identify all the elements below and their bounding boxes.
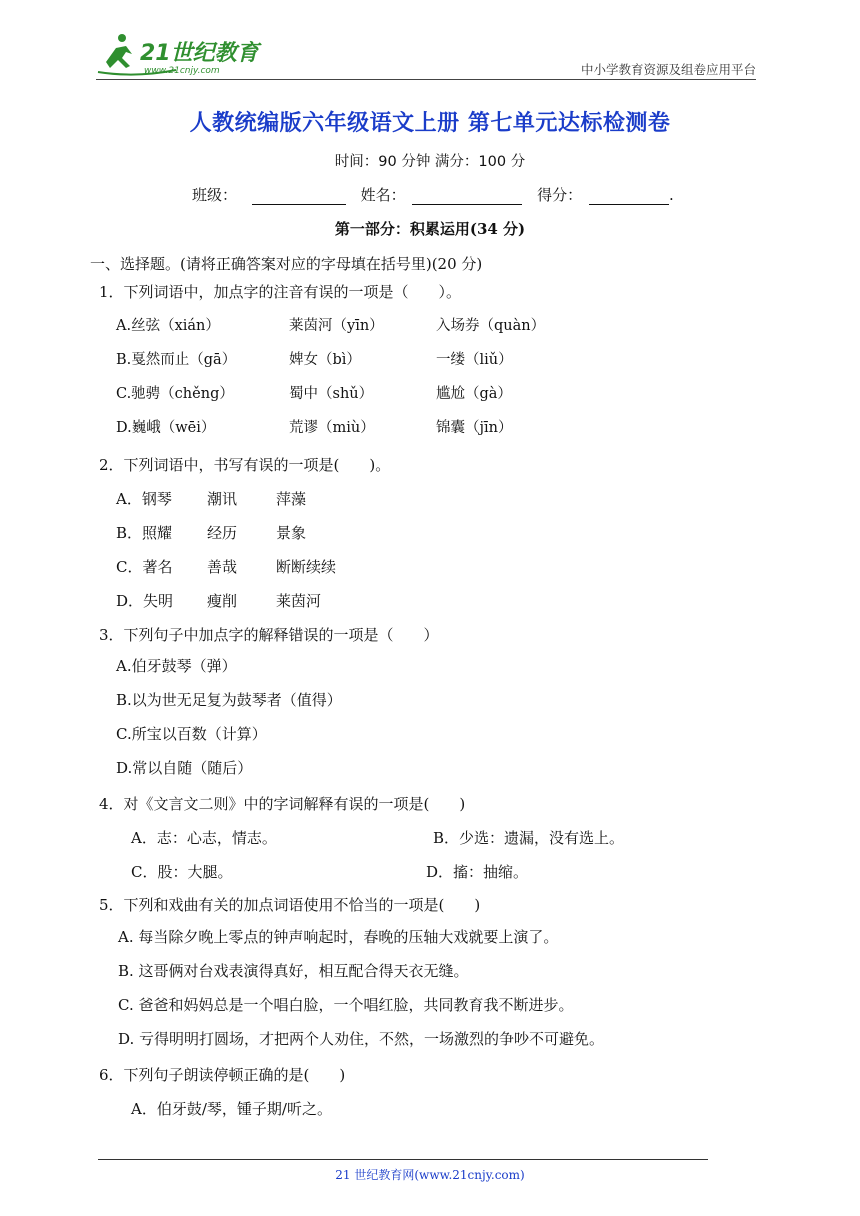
site-logo (96, 32, 266, 78)
platform-label: 中小学教育资源及组卷应用平台 (580, 62, 756, 77)
logo-url: www.21cnjy.com (144, 66, 220, 76)
class-field[interactable] (252, 188, 346, 205)
q3-option-d: D.常以自随（随后） (116, 759, 253, 777)
part-heading: 第一部分：积累运用(34 分) (334, 220, 526, 238)
q4-option-a: A．志：心志，情志。 (131, 829, 277, 847)
q1-option-c3: 尴尬（gà） (436, 386, 512, 402)
q3-option-b: B.以为世无足复为鼓琴者（值得） (116, 691, 342, 709)
q5-option-b: B. 这哥俩对台戏表演得真好，相互配合得天衣无缝。 (118, 962, 469, 980)
q4-option-b: B．少选：遗漏，没有选上。 (433, 829, 625, 847)
q1-option-d2: 荒谬（miù） (289, 420, 375, 436)
q2-option-d2: 瘦削 (207, 592, 238, 610)
q1-option-d3: 锦囊（jīn） (436, 420, 513, 436)
info-row (192, 184, 674, 205)
q1-option-b1: B.戛然而止（gā） (116, 352, 237, 368)
q5-option-a: A. 每当除夕晚上零点的钟声响起时，春晚的压轴大戏就要上演了。 (118, 928, 559, 946)
footer-divider (98, 1159, 708, 1160)
q2-option-d3: 莱茵河 (276, 592, 322, 610)
footer-source: 21 世纪教育网(www.21cnjy.com) (335, 1168, 525, 1182)
q2-option-c2: 善哉 (207, 558, 238, 576)
section-heading: 一、选择题。(请将正确答案对应的字母填在括号里)(20 分) (90, 255, 483, 273)
q5-option-c: C. 爸爸和妈妈总是一个唱白脸，一个唱红脸，共同教育我不断进步。 (118, 996, 574, 1014)
q1-option-c1: C.驰骋（chěng） (116, 386, 234, 402)
q2-option-d1: D．失明 (116, 592, 174, 610)
q2-option-b2: 经历 (207, 524, 238, 542)
q2-option-b1: B．照耀 (116, 524, 173, 542)
name-field[interactable] (412, 188, 522, 205)
q3-option-a: A.伯牙鼓琴（弹） (116, 657, 237, 675)
q1-option-c2: 蜀中（shǔ） (289, 386, 374, 402)
page-title: 人教统编版六年级语文上册 第七单元达标检测卷 (189, 111, 671, 136)
q3-stem: 3．下列句子中加点字的解释错误的一项是（ ） (99, 626, 439, 644)
q1-option-d1: D.巍峨（wēi） (116, 420, 216, 436)
score-field[interactable] (589, 188, 669, 205)
info-end-mark: . (668, 186, 674, 204)
class-label: 班级： (192, 186, 238, 204)
q2-option-c3: 断断续续 (276, 558, 337, 576)
q1-option-b2: 婢女（bì） (289, 352, 361, 368)
q2-option-a3: 萍藻 (276, 490, 307, 508)
q2-option-a1: A．钢琴 (116, 490, 172, 508)
header-divider (96, 79, 756, 80)
q3-option-c: C.所宝以百数（计算） (116, 725, 267, 743)
q1-option-a3: 入场券（quàn） (436, 318, 546, 334)
q4-option-d: D．搐：抽缩。 (426, 863, 529, 881)
time-score: 时间：90 分钟 满分：100 分 (334, 154, 526, 170)
q2-stem: 2．下列词语中，书写有误的一项是( )。 (99, 456, 391, 474)
q1-option-b3: 一缕（liǔ） (436, 352, 513, 368)
name-label: 姓名： (360, 186, 406, 204)
score-label: 得分： (537, 186, 583, 204)
q2-option-a2: 潮讯 (207, 490, 238, 508)
logo-text: 21世纪教育 (140, 41, 259, 66)
q4-stem: 4．对《文言文二则》中的字词解释有误的一项是( ) (99, 795, 466, 813)
q6-option-a: A．伯牙鼓/琴，锺子期/听之。 (131, 1100, 332, 1118)
q2-option-c1: C．著名 (116, 558, 173, 576)
q2-option-b3: 景象 (276, 524, 307, 542)
q5-stem: 5．下列和戏曲有关的加点词语使用不恰当的一项是( ) (99, 896, 481, 914)
q4-option-c: C．股：大腿。 (131, 863, 233, 881)
q1-option-a1: A.丝弦（xián） (116, 318, 220, 334)
q1-option-a2: 莱茵河（yīn） (289, 318, 384, 334)
q5-option-d: D. 亏得明明打圆场，才把两个人劝住，不然，一场激烈的争吵不可避免。 (118, 1030, 605, 1048)
q6-stem: 6．下列句子朗读停顿正确的是( ) (99, 1066, 346, 1084)
q1-stem: 1．下列词语中，加点字的注音有误的一项是（ ）。 (99, 283, 462, 301)
